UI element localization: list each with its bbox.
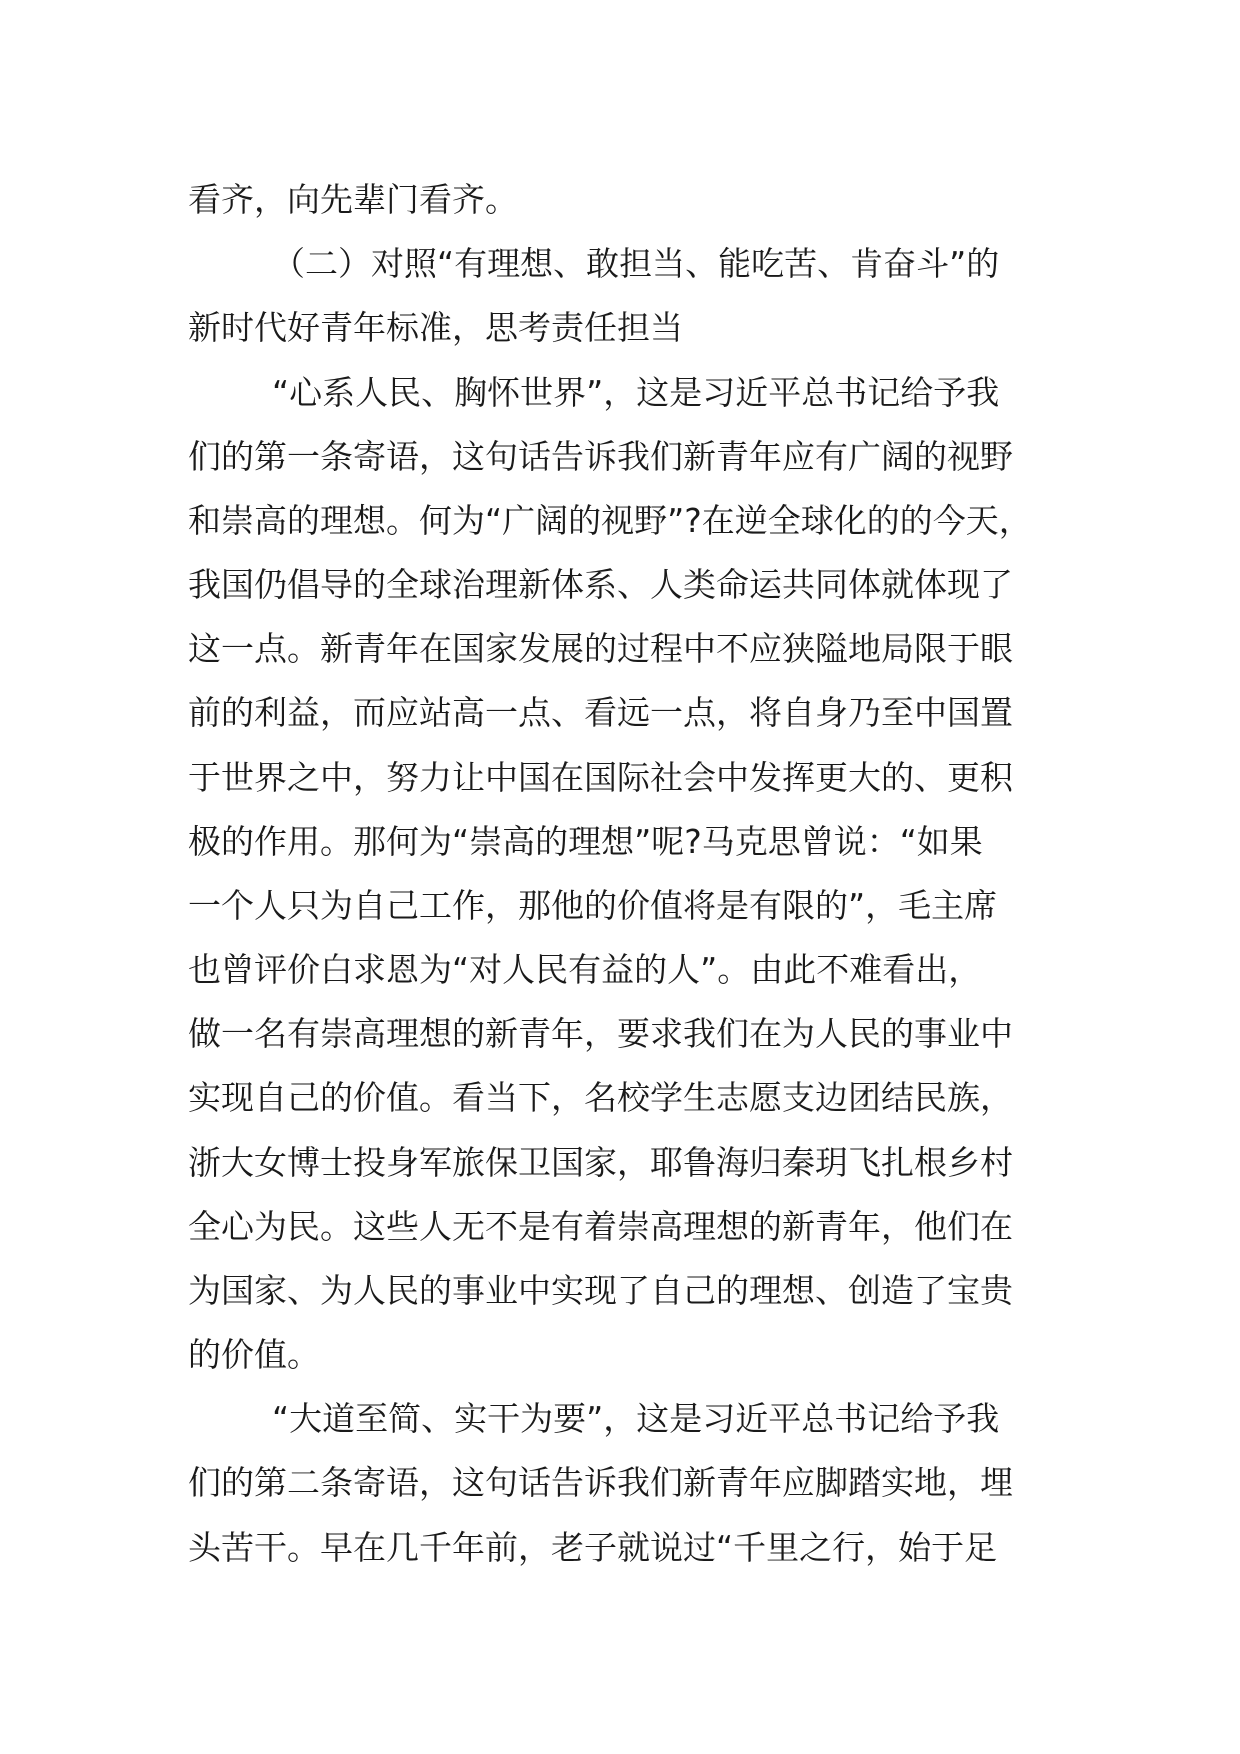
paragraph-line: 于世界之中，努力让中国在国际社会中发挥更大的、更积 <box>188 758 1013 797</box>
paragraph-line: 前的利益，而应站高一点、看远一点，将自身乃至中国置 <box>188 693 1013 732</box>
paragraph-line: 头苦干。早在几千年前，老子就说过“千里之行，始于足 <box>188 1528 998 1567</box>
paragraph-line: “心系人民、胸怀世界”，这是习近平总书记给予我 <box>272 373 1000 412</box>
paragraph-line: 全心为民。这些人无不是有着崇高理想的新青年，他们在 <box>188 1207 1013 1246</box>
paragraph-line: 们的第一条寄语，这句话告诉我们新青年应有广阔的视野 <box>188 437 1013 476</box>
paragraph-line: 这一点。新青年在国家发展的过程中不应狭隘地局限于眼 <box>188 629 1013 668</box>
paragraph-line: 为国家、为人民的事业中实现了自己的理想、创造了宝贵 <box>188 1271 1013 1310</box>
paragraph-line: 也曾评价白求恩为“对人民有益的人”。由此不难看出， <box>188 950 982 989</box>
paragraph-line: “大道至简、实干为要”，这是习近平总书记给予我 <box>272 1399 1000 1438</box>
paragraph-line: 们的第二条寄语，这句话告诉我们新青年应脚踏实地，埋 <box>188 1463 1013 1502</box>
paragraph-line: 一个人只为自己工作，那他的价值将是有限的”，毛主席 <box>188 886 998 925</box>
paragraph-line: 我国仍倡导的全球治理新体系、人类命运共同体就体现了 <box>188 565 1013 604</box>
paragraph-line: 极的作用。那何为“崇高的理想”呢?马克思曾说：“如果 <box>188 822 983 861</box>
paragraph-line: 和崇高的理想。何为“广阔的视野”?在逆全球化的的今天， <box>188 501 1032 540</box>
paragraph-line: 的价值。 <box>188 1335 320 1374</box>
section-heading: 新时代好青年标准，思考责任担当 <box>188 308 683 347</box>
section-heading: （二）对照“有理想、敢担当、能吃苦、肯奋斗”的 <box>272 244 1000 283</box>
text-line: 看齐，向先辈门看齐。 <box>188 180 518 219</box>
paragraph-line: 做一名有崇高理想的新青年，要求我们在为人民的事业中 <box>188 1014 1013 1053</box>
paragraph-line: 浙大女博士投身军旅保卫国家，耶鲁海归秦玥飞扎根乡村 <box>188 1143 1013 1182</box>
paragraph-line: 实现自己的价值。看当下，名校学生志愿支边团结民族， <box>188 1078 1013 1117</box>
